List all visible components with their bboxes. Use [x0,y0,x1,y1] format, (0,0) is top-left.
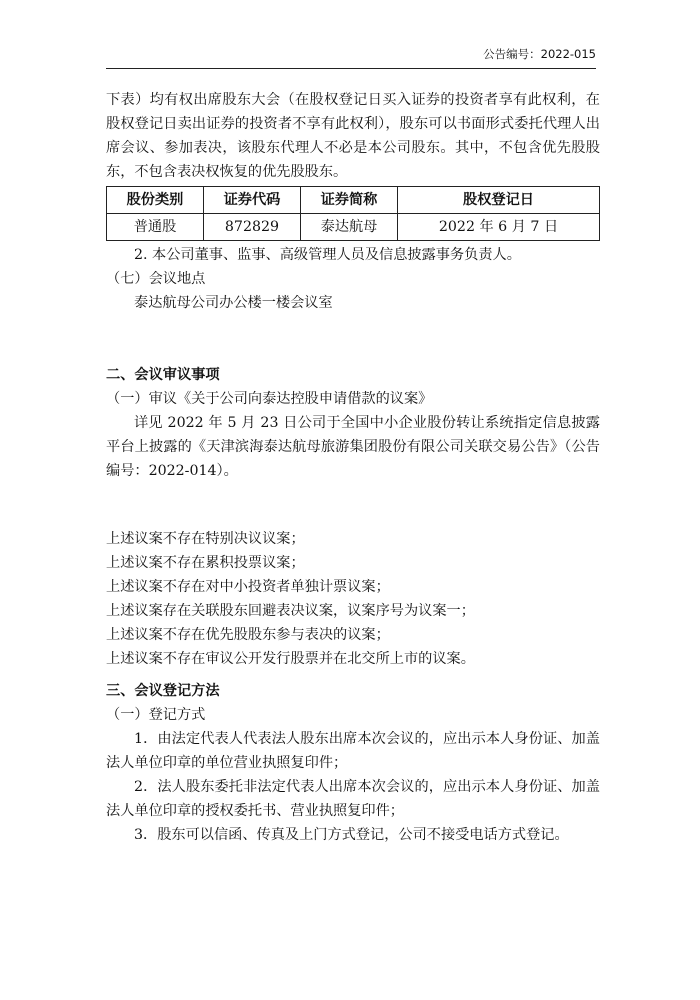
registration-item: 1．由法定代表人代表法人股东出席本次会议的，应出示本人身份证、加盖法人单位印章的单位营业执照复印件； [106,731,600,771]
proposal-detail: 详见 2022 年 5 月 23 日公司于全国中小企业股份转让系统指定信息披露平台上披露的《天津滨海泰达航母旅游集团股份有限公司关联交易公告》（公告编号：2022-014）。 [106,415,600,479]
table-header-cell: 股权登记日 [398,187,600,214]
section-2-heading: 二、会议审议事项 [106,367,220,383]
section-3-sub-heading: （一）登记方式 [106,707,206,723]
table-header-cell: 证券代码 [204,187,301,214]
notice-number: 公告编号：2022-015 [483,47,596,61]
section-3-heading: 三、会议登记方法 [106,683,220,699]
table-row [107,214,600,241]
proposal-statement: 上述议案不存在特别决议议案； [106,531,305,547]
registration-item: 3．股东可以信函、传真及上门方式登记，公司不接受电话方式登记。 [134,827,569,843]
share-registration-table [106,186,600,241]
table-header-cell: 股份类别 [107,187,204,214]
registration-item: 2．法人股东委托非法定代表人出席本次会议的，应出示本人身份证、加盖法人单位印章的授权委托书、营业执照复印件； [106,779,600,819]
attendee-item-2: 2. 本公司董事、监事、高级管理人员及信息披露事务负责人。 [134,247,521,263]
meeting-location: 泰达航母公司办公楼一楼会议室 [134,295,333,311]
document-body [106,88,600,847]
table-cell: 872829 [204,214,301,241]
proposal-statement: 上述议案不存在累积投票议案； [106,555,305,571]
proposal-statement: 上述议案不存在审议公开发行股票并在北交所上市的议案。 [106,651,475,667]
proposal-statement: 上述议案不存在优先股股东参与表决的议案； [106,627,390,643]
intro-paragraph: 下表）均有权出席股东大会（在股权登记日买入证券的投资者享有此权利，在股权登记日卖出证券的投资者不享有此权利），股东可以书面形式委托代理人出席会议、参加表决，该股东代理人不必是本公司股东。其中，不包含优先股股东，不包含表决权恢复的优先股股东。 [106,92,600,180]
page-header [106,46,596,69]
proposal-statement: 上述议案不存在对中小投资者单独计票议案； [106,579,390,595]
section-7-heading: （七）会议地点 [106,271,206,287]
table-cell: 2022 年 6 月 7 日 [398,214,600,241]
proposal-statement: 上述议案存在关联股东回避表决议案，议案序号为议案一； [106,603,475,619]
table-cell: 泰达航母 [301,214,398,241]
table-header-row [107,187,600,214]
table-cell: 普通股 [107,214,204,241]
section-2-sub-heading: （一）审议《关于公司向泰达控股申请借款的议案》 [106,391,433,407]
table-header-cell: 证券简称 [301,187,398,214]
